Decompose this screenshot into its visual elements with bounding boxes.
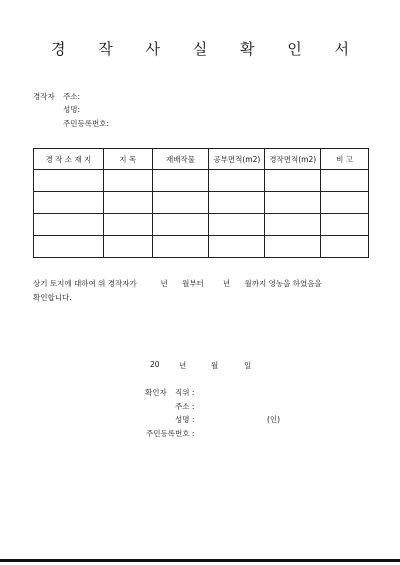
table-row [34, 170, 369, 192]
table-cell[interactable] [103, 192, 152, 214]
table-row [34, 192, 369, 214]
table-cell[interactable] [265, 170, 321, 192]
confirmer-address-label: 주소 : [175, 402, 195, 411]
table-cell[interactable] [34, 214, 104, 236]
table-cell[interactable] [321, 236, 369, 258]
table-cell[interactable] [103, 214, 152, 236]
table-cell[interactable] [321, 214, 369, 236]
table-row [34, 236, 369, 258]
table-cell[interactable] [152, 236, 209, 258]
table-cell[interactable] [34, 170, 104, 192]
header-remarks: 비 고 [321, 149, 369, 170]
seal-mark: (인) [267, 415, 281, 424]
table-cell[interactable] [265, 192, 321, 214]
header-land-category: 지 목 [103, 149, 152, 170]
table-cell[interactable] [34, 236, 104, 258]
farmland-table [33, 148, 369, 258]
bottom-border-line [0, 559, 400, 562]
confirmer-name-label: 성명 : [175, 415, 195, 424]
table-cell[interactable] [152, 170, 209, 192]
table-row [34, 214, 369, 236]
table-cell[interactable] [321, 192, 369, 214]
table-cell[interactable] [152, 192, 209, 214]
date-year: 20 [150, 360, 160, 369]
date-year-unit: 년 [179, 361, 187, 370]
table-cell[interactable] [209, 170, 265, 192]
document-title: 경 작 사 실 확 인 서 [50, 40, 364, 58]
header-location: 경 작 소 재 지 [34, 149, 104, 170]
table-header-row [34, 149, 369, 170]
table-cell[interactable] [209, 236, 265, 258]
cultivator-name-label: 성명: [63, 105, 81, 114]
statement-line-2: 확인합니다. [33, 293, 72, 302]
table-cell[interactable] [209, 192, 265, 214]
table-cell[interactable] [152, 214, 209, 236]
date-month-unit: 월 [211, 361, 219, 370]
table-cell[interactable] [209, 214, 265, 236]
cultivator-label: 경작자 [33, 92, 55, 101]
date-day-unit: 일 [244, 361, 252, 370]
table-cell[interactable] [265, 214, 321, 236]
table-cell[interactable] [103, 170, 152, 192]
table-cell[interactable] [265, 236, 321, 258]
confirmer-label: 확인자 [145, 388, 167, 397]
header-cultivated-area: 경작면적(m2) [265, 149, 321, 170]
statement-line-1: 상기 토지에 대하여 위 경작자가 년 월부터 년 월까지 영농을 하였음을 [33, 279, 322, 288]
table-cell[interactable] [321, 170, 369, 192]
table-cell[interactable] [34, 192, 104, 214]
cultivator-id-label: 주민등록번호: [63, 119, 109, 128]
cultivator-address-label: 주소: [63, 92, 81, 101]
confirmer-id-label: 주민등록번호 : [146, 429, 195, 438]
table-cell[interactable] [103, 236, 152, 258]
header-registered-area: 공부면적(m2) [209, 149, 265, 170]
header-crop: 재배작물 [152, 149, 209, 170]
confirmer-position-label: 직위 : [175, 388, 195, 397]
